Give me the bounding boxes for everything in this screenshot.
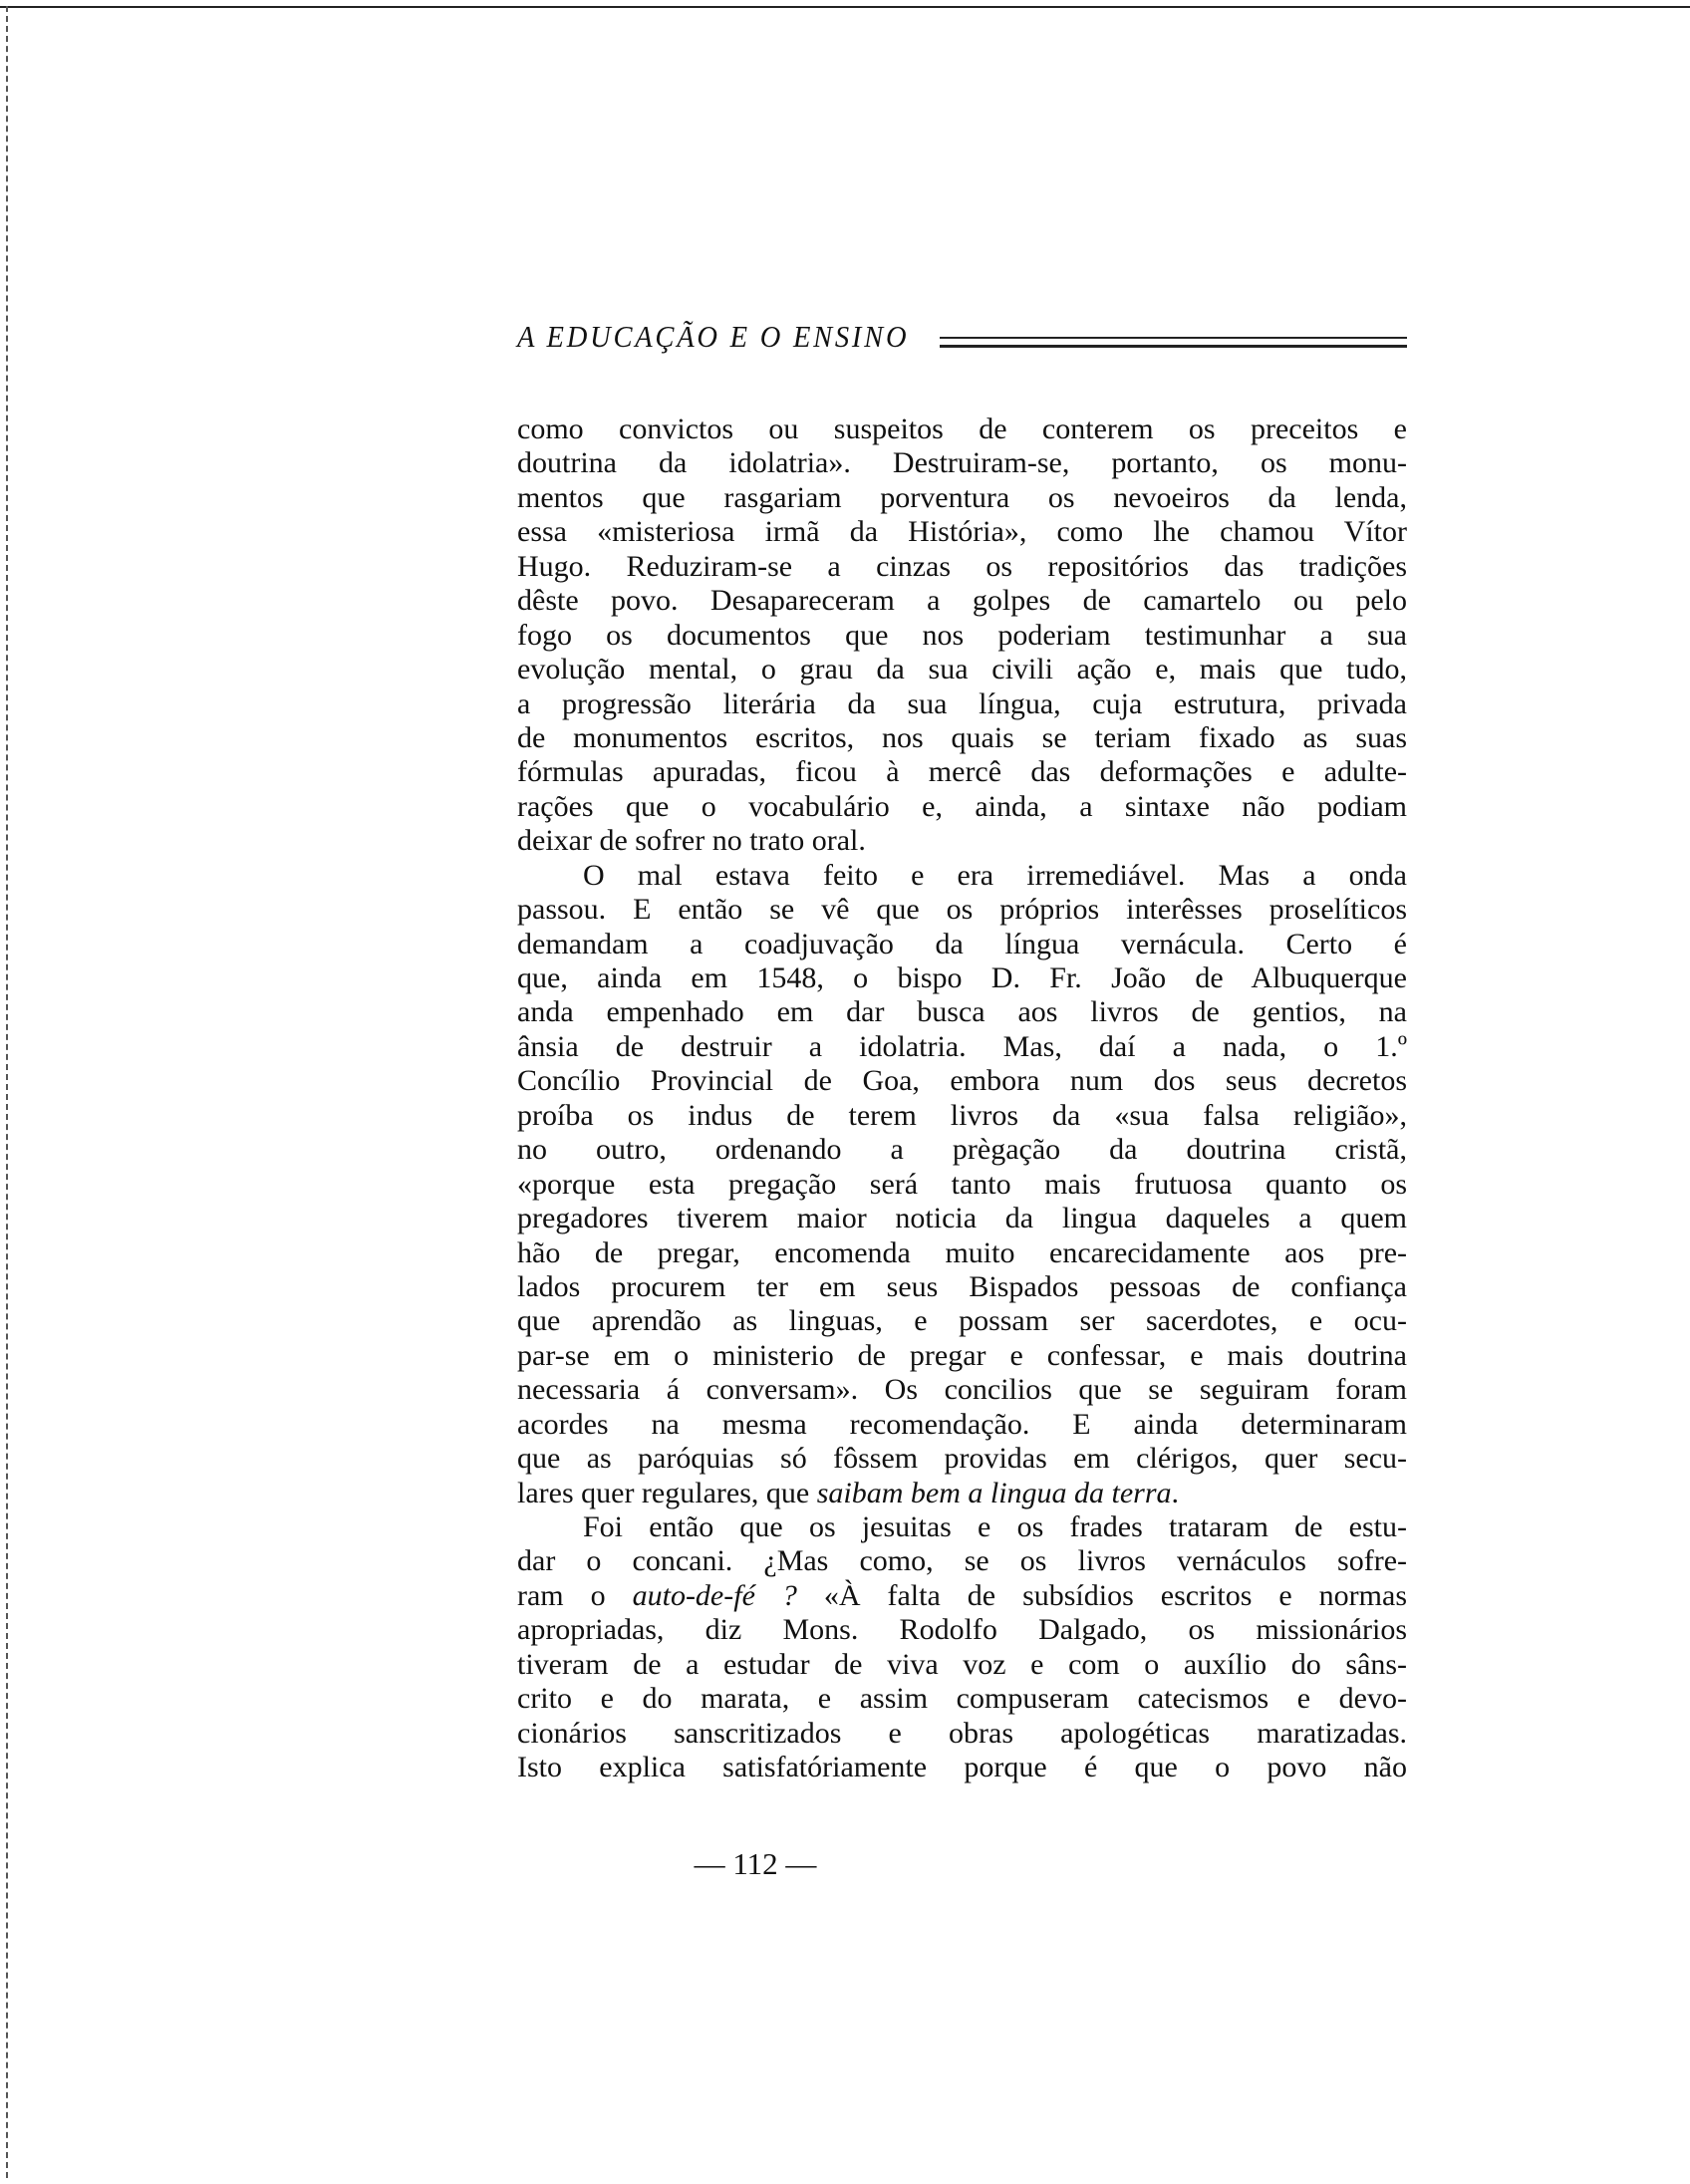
text-segment: no outro, ordenando a prègação da doutrina cristã, <box>517 1133 1407 1167</box>
text-line <box>517 1099 1407 1133</box>
text-line <box>517 1064 1407 1098</box>
text-line <box>517 1408 1407 1442</box>
text-segment: lares quer regulares, que <box>517 1476 817 1509</box>
text-segment: anda empenhado em dar busca aos livros de gentios, na <box>517 995 1407 1029</box>
text-line <box>517 1717 1407 1751</box>
text-line <box>517 1168 1407 1202</box>
text-line <box>517 1304 1407 1338</box>
running-header <box>517 317 1407 357</box>
text-line <box>517 1270 1407 1304</box>
text-line <box>517 1477 1407 1510</box>
text-segment: lados procurem ter em seus Bispados pessoas de confiança <box>517 1269 1407 1303</box>
page-top-border <box>0 6 1690 8</box>
text-segment: acordes na mesma recomendação. E ainda determinaram <box>517 1407 1407 1441</box>
text-line <box>517 1202 1407 1235</box>
text-line <box>517 1133 1407 1167</box>
paragraph <box>517 412 1407 859</box>
text-segment: evolução mental, o grau da sua civili ação e, mais que tudo, <box>517 653 1407 686</box>
text-segment: . <box>1171 1476 1180 1509</box>
text-segment: passou. E então se vê que os próprios interêsses proselíticos <box>517 893 1407 927</box>
text-segment: mentos que rasgariam porventura os nevoeiros da lenda, <box>517 480 1407 514</box>
text-line <box>517 1236 1407 1270</box>
text-segment: pregadores tiverem maior noticia da lingua daqueles a quem <box>517 1202 1407 1235</box>
text-line <box>517 859 1407 893</box>
body-text <box>517 412 1407 1785</box>
text-segment: ram o <box>517 1578 633 1612</box>
header-rule <box>940 337 1407 348</box>
text-segment: rações que o vocabulário e, ainda, a sintaxe não podiam <box>517 789 1407 823</box>
text-line <box>517 721 1407 755</box>
text-line <box>517 961 1407 995</box>
text-segment: deixar de sofrer no trato oral. <box>517 824 866 858</box>
text-line <box>517 755 1407 789</box>
text-line <box>517 1751 1407 1784</box>
text-line <box>517 584 1407 618</box>
text-line <box>517 1373 1407 1407</box>
text-line <box>517 928 1407 961</box>
text-line <box>517 1339 1407 1373</box>
text-line <box>517 1648 1407 1682</box>
text-line <box>517 446 1407 480</box>
text-segment: Isto explica satisfatóriamente porque é que o povo não <box>517 1751 1407 1784</box>
text-segment: par-se em o ministerio de pregar e confessar, e mais doutrina <box>517 1338 1407 1372</box>
text-segment: que aprendão as linguas, e possam ser sacerdotes, e ocu- <box>517 1304 1407 1338</box>
paragraph <box>517 1510 1407 1785</box>
text-segment: fogo os documentos que nos poderiam testimunhar a sua <box>517 618 1407 652</box>
page-number: — 112 — <box>694 1846 817 1881</box>
text-line <box>517 550 1407 584</box>
text-line <box>517 1682 1407 1716</box>
text-line <box>517 1442 1407 1476</box>
text-line <box>517 1544 1407 1578</box>
text-segment: fórmulas apuradas, ficou à mercê das deformações e adulte- <box>517 755 1407 789</box>
text-segment: Foi então que os jesuitas e os frades trataram de estu- <box>583 1510 1407 1543</box>
text-segment: cionários sanscritizados e obras apologéticas maratizadas. <box>517 1716 1407 1750</box>
text-line <box>517 619 1407 653</box>
text-segment: hão de pregar, encomenda muito encarecidamente aos pre- <box>517 1235 1407 1269</box>
text-segment: a progressão literária da sua língua, cuja estrutura, privada <box>517 686 1407 720</box>
running-header-title: A EDUCAÇÃO E O ENSINO <box>517 319 910 354</box>
text-line <box>517 1613 1407 1647</box>
text-segment: Concílio Provincial de Goa, embora num dos seus decretos <box>517 1064 1407 1098</box>
text-line <box>517 824 1407 858</box>
text-line <box>517 481 1407 515</box>
text-segment: «porque esta pregação será tanto mais frutuosa quanto os <box>517 1167 1407 1201</box>
text-line <box>517 515 1407 549</box>
text-segment: que, ainda em 1548, o bispo D. Fr. João de Albuquerque <box>517 961 1407 994</box>
text-segment: necessaria á conversam». Os concilios que se seguiram foram <box>517 1373 1407 1407</box>
italic-text: saibam bem a lingua da terra <box>816 1476 1172 1509</box>
text-line <box>517 790 1407 824</box>
text-line <box>517 893 1407 927</box>
text-segment: essa «misteriosa irmã da História», como lhe chamou Vítor <box>517 515 1407 549</box>
text-segment: tiveram de a estudar de viva voz e com o auxílio do sâns- <box>517 1647 1407 1681</box>
text-segment: crito e do marata, e assim compuseram catecismos e devo- <box>517 1682 1407 1716</box>
text-line <box>517 995 1407 1029</box>
text-segment: proíba os indus de terem livros da «sua falsa religião», <box>517 1098 1407 1132</box>
text-line <box>517 1510 1407 1544</box>
text-segment: «À falta de subsídios escritos e normas <box>796 1578 1407 1612</box>
text-segment: dar o concani. ¿Mas como, se os livros vernáculos sofre- <box>517 1544 1407 1578</box>
text-segment: ânsia de destruir a idolatria. Mas, daí a nada, o 1.º <box>517 1029 1407 1063</box>
text-segment: que as paróquias só fôssem providas em clérigos, quer secu- <box>517 1442 1407 1476</box>
text-segment: demandam a coadjuvação da língua vernácula. Certo é <box>517 927 1407 960</box>
text-line <box>517 687 1407 721</box>
text-line <box>517 1030 1407 1064</box>
text-segment: de monumentos escritos, nos quais se teriam fixado as suas <box>517 720 1407 754</box>
text-segment: apropriadas, diz Mons. Rodolfo Dalgado, os missionários <box>517 1613 1407 1647</box>
italic-text: auto-de-fé ? <box>632 1578 797 1612</box>
text-line <box>517 1579 1407 1613</box>
text-segment: doutrina da idolatria». Destruiram-se, portanto, os monu- <box>517 446 1407 480</box>
paragraph <box>517 859 1407 1510</box>
text-line <box>517 653 1407 686</box>
text-segment: como convictos ou suspeitos de conterem os preceitos e <box>517 412 1407 445</box>
text-segment: Hugo. Reduziram-se a cinzas os repositórios das tradições <box>517 549 1407 583</box>
text-segment: O mal estava feito e era irremediável. Mas a onda <box>583 858 1407 892</box>
text-segment: dêste povo. Desapareceram a golpes de camartelo ou pelo <box>517 584 1407 618</box>
text-line <box>517 412 1407 446</box>
